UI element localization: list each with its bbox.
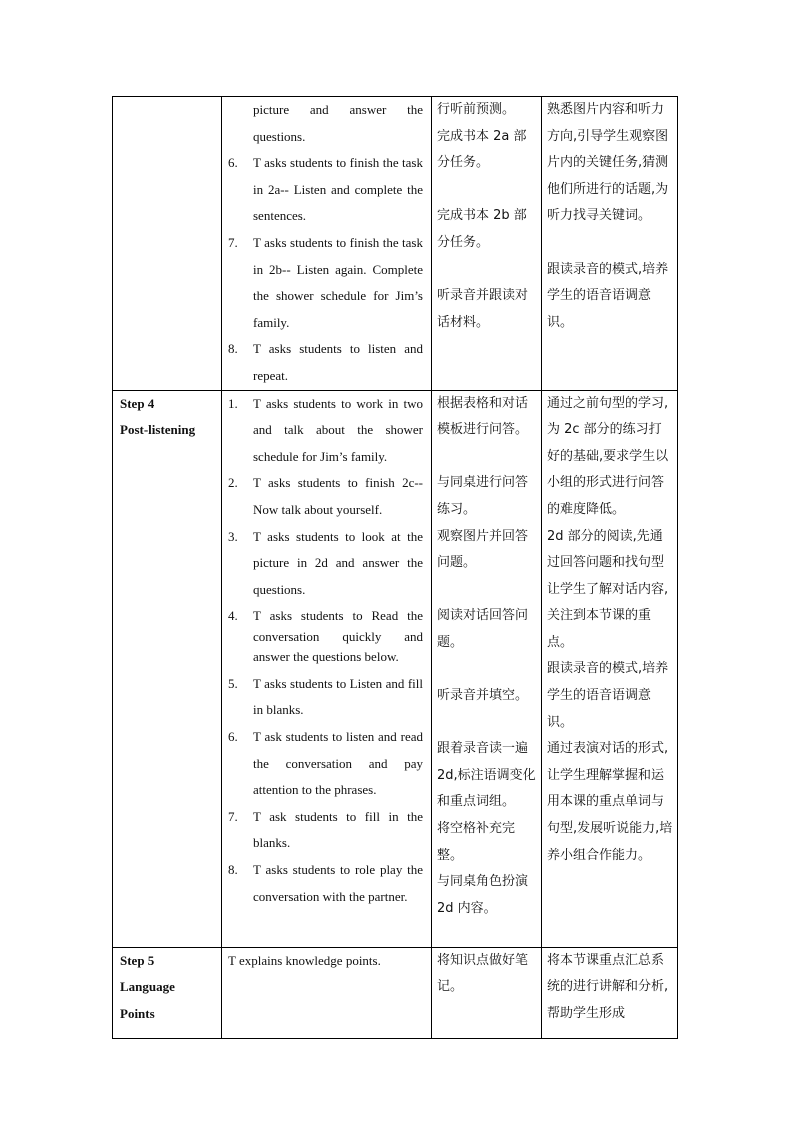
student-activity-text: 听录音并填空。 bbox=[437, 688, 529, 704]
student-activity-text: 观察图片并回答问题。 bbox=[437, 528, 529, 571]
task-item bbox=[228, 603, 423, 671]
step-cell bbox=[113, 97, 222, 391]
step-cell bbox=[113, 947, 222, 1038]
design-purpose-cell bbox=[542, 97, 678, 391]
task-number bbox=[228, 97, 253, 150]
task-number: 8. bbox=[228, 861, 238, 877]
design-purpose-text: 跟读录音的模式,培养学生的语音语调意识。 bbox=[547, 261, 669, 330]
step-title: Points bbox=[120, 1005, 155, 1021]
task-number: 7. bbox=[228, 808, 238, 824]
student-activity-cell bbox=[432, 390, 542, 947]
task-text: T asks students to Read the conversation quickly and answer the questions below. bbox=[253, 608, 423, 665]
task-number: 5. bbox=[228, 675, 238, 691]
task-item bbox=[228, 391, 423, 471]
student-activity-text: 听录音并跟读对话材料。 bbox=[437, 288, 529, 330]
task-text: T asks students to work in two and talk about the shower schedule for Jim’s family. bbox=[253, 395, 423, 464]
student-activity-text: 将空格补充完整。 bbox=[437, 821, 516, 863]
task-text: T asks students to finish 2c-- Now talk about yourself. bbox=[253, 475, 423, 517]
student-activity-text: 将知识点做好笔记。 bbox=[437, 952, 529, 995]
task-number: 1. bbox=[228, 395, 238, 411]
task-item bbox=[228, 671, 423, 724]
student-activity-cell bbox=[432, 97, 542, 391]
task-text: T ask students to fill in the blanks. bbox=[253, 808, 423, 851]
task-text: T asks students to look at the picture in 2d and answer the questions. bbox=[253, 528, 423, 597]
task-item bbox=[228, 724, 423, 804]
student-activity-text: 完成书本 2b 部分任务。 bbox=[437, 208, 527, 250]
activity-text: T explains knowledge points. bbox=[228, 952, 381, 968]
spacer bbox=[437, 444, 537, 471]
task-text: picture and answer the questions. bbox=[253, 102, 423, 144]
task-item bbox=[228, 97, 423, 150]
student-activity-text: 与同桌进行问答练习。 bbox=[437, 475, 529, 517]
task-number: 3. bbox=[228, 528, 238, 544]
task-number: 2. bbox=[228, 475, 238, 491]
task-text: T ask students to listen and read the conversation and pay attention to the phrases. bbox=[253, 728, 423, 798]
task-number: 4. bbox=[228, 608, 238, 624]
design-purpose-text: 通过之前句型的学习,为 2c 部分的练习打好的基础,要求学生以小组的形式进行问答的难度降低。 bbox=[547, 395, 669, 517]
step-cell bbox=[113, 390, 222, 947]
table-row bbox=[113, 97, 678, 391]
student-activity-text: 跟着录音读一遍 2d,标注语调变化和重点词组。 bbox=[437, 741, 536, 810]
table-body bbox=[113, 97, 678, 1039]
lesson-plan-table bbox=[112, 96, 678, 1039]
task-item bbox=[228, 150, 423, 230]
task-text: T asks students to Listen and fill in blanks. bbox=[253, 675, 423, 718]
task-item bbox=[228, 857, 423, 910]
task-number: 8. bbox=[228, 341, 238, 357]
step-title: Step 4 bbox=[120, 395, 155, 411]
step-title: Post-listening bbox=[120, 422, 196, 438]
task-number: 6. bbox=[228, 728, 238, 744]
task-item bbox=[228, 336, 423, 389]
task-text: T asks students to finish the task in 2a-- Listen and complete the sentences. bbox=[253, 155, 423, 224]
task-text: T asks students to role play the conversation with the partner. bbox=[253, 861, 423, 904]
task-item bbox=[228, 470, 423, 523]
task-item bbox=[228, 230, 423, 336]
spacer bbox=[437, 577, 537, 604]
task-number: 7. bbox=[228, 234, 238, 250]
design-purpose-cell bbox=[542, 390, 678, 947]
table-row bbox=[113, 390, 678, 947]
design-purpose-text: 熟悉图片内容和听力方向,引导学生观察图片内的关键任务,猜测他们所进行的话题,为听力找寻关键词。 bbox=[547, 102, 669, 224]
spacer bbox=[437, 710, 537, 737]
student-activity-text: 与同桌角色扮演 2d 内容。 bbox=[437, 874, 529, 916]
student-activity-text: 完成书本 2a 部分任务。 bbox=[437, 128, 527, 171]
design-purpose-text: 通过表演对话的形式,让学生理解掌握和运用本课的重点单词与句型,发展听说能力,培养小组合作能力。 bbox=[547, 741, 673, 863]
teacher-activity-cell bbox=[222, 390, 432, 947]
teacher-activity-cell bbox=[222, 947, 432, 1038]
spacer bbox=[437, 177, 537, 204]
task-item bbox=[228, 524, 423, 604]
student-activity-cell bbox=[432, 947, 542, 1038]
step-title: Step 5 bbox=[120, 952, 155, 968]
task-text: T asks students to finish the task in 2b-- Listen again. Complete the shower schedule for Jim’s family. bbox=[253, 234, 423, 330]
student-activity-text: 根据表格和对话模板进行问答。 bbox=[437, 395, 529, 438]
teacher-activity-cell bbox=[222, 97, 432, 391]
design-purpose-text: 2d 部分的阅读,先通过回答问题和找句型让学生了解对话内容,关注到本节课的重点。 bbox=[547, 528, 669, 650]
design-purpose-cell bbox=[542, 947, 678, 1038]
task-number: 6. bbox=[228, 155, 238, 171]
student-activity-text: 阅读对话回答问题。 bbox=[437, 608, 529, 650]
design-purpose-text: 跟读录音的模式,培养学生的语音语调意识。 bbox=[547, 661, 669, 730]
design-purpose-text: 将本节课重点汇总系统的进行讲解和分析,帮助学生形成 bbox=[547, 952, 669, 1021]
step-title: Language bbox=[120, 979, 175, 995]
spacer bbox=[547, 230, 673, 257]
task-item bbox=[228, 804, 423, 857]
spacer bbox=[437, 656, 537, 683]
student-activity-text: 行听前预测。 bbox=[437, 102, 516, 117]
table-row bbox=[113, 947, 678, 1038]
task-text: T asks students to listen and repeat. bbox=[253, 341, 423, 383]
spacer bbox=[437, 257, 537, 284]
